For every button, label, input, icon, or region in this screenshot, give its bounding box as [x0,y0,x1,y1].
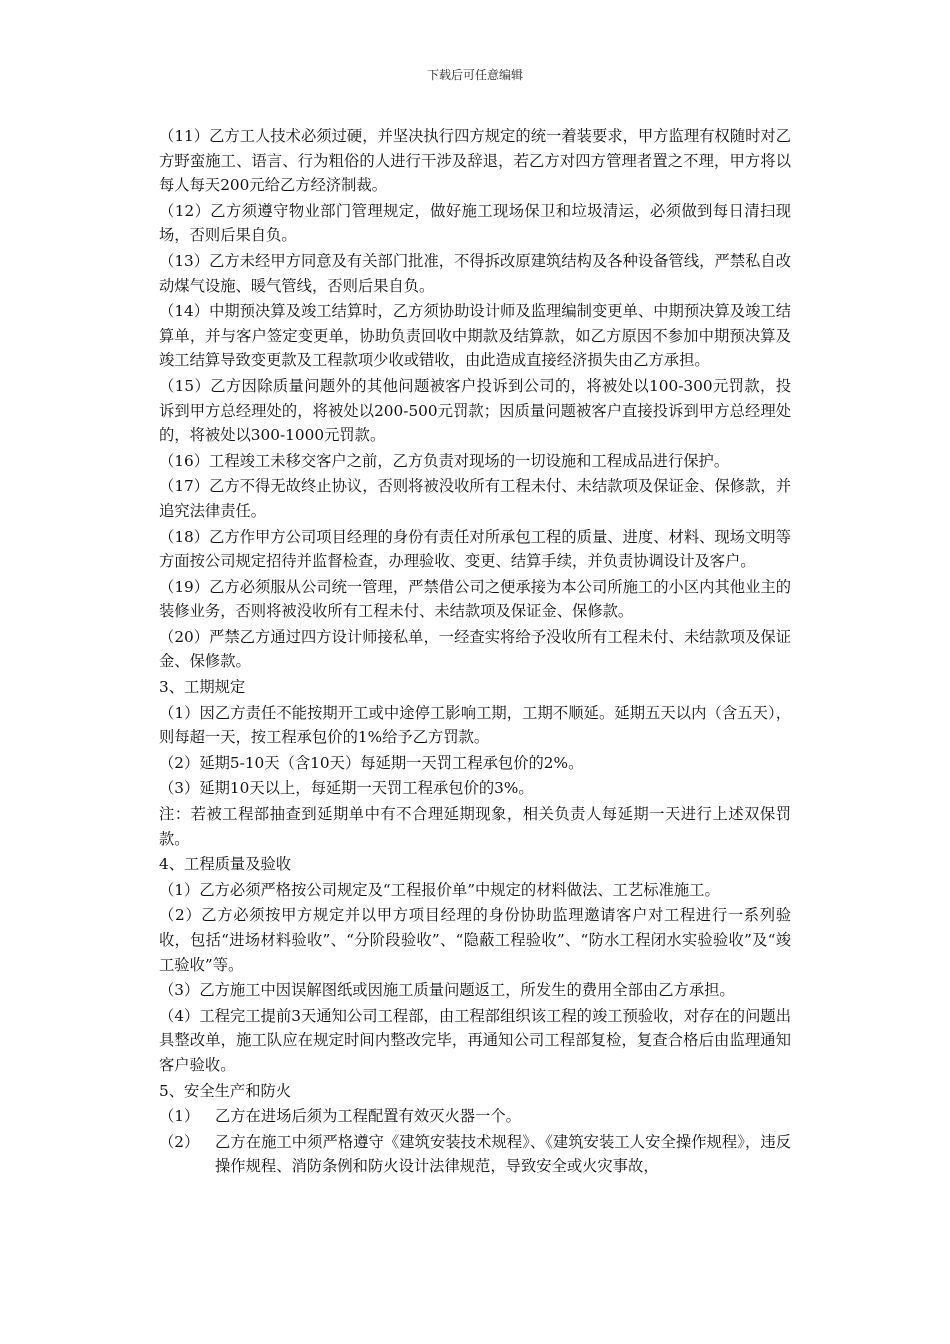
clause-16: （16）工程竣工未移交客户之前，乙方负责对现场的一切设施和工程成品进行保护。 [159,451,730,470]
safety-item-2-number: （2） [159,1132,200,1151]
clause-14: （14）中期预决算及竣工结算时，乙方须协助设计师及监理编制变更单、中期预决算及竣工结算单，并与客户签定变更单，协助负责回收中期款及结算款，如乙方原因不参加中期预决算及竣工结算导致变更款及工程款项少收或错收，由此造成直接经济损失由乙方承担。 [159,302,791,370]
clause-12: （12）乙方须遵守物业部门管理规定，做好施工现场保卫和垃圾清运，必须做到每日清扫现场，否则后果自负。 [159,201,791,245]
safety-item-1 [159,1104,791,1129]
clause-19: （19）乙方必须服从公司统一管理，严禁借公司之便承接为本公司所施工的小区内其他业主的装修业务，否则将被没收所有工程未付、未结款项及保证金、保修款。 [159,577,791,621]
section-heading-safety: 5、安全生产和防火 [159,1081,292,1100]
quality-item-4: （4）工程完工提前3天通知公司工程部，由工程部组织该工程的竣工预验收，对存在的问题出具整改单，施工队应在规定时间内整改完毕，再通知公司工程部复检，复查合格后由监理通知客户验收。 [159,1006,791,1074]
clause-15: （15）乙方因除质量问题外的其他问题被客户投诉到公司的，将被处以100-300元罚款，投诉到甲方总经理处的，将被处以200-500元罚款；因质量问题被客户直接投诉到甲方总经理处的，将被处以300-1000元罚款。 [159,376,791,445]
quality-item-1: （1）乙方必须严格按公司规定及“工程报价单”中规定的材料做法、工艺标准施工。 [159,880,720,899]
document-body [159,124,791,1180]
quality-item-3: （3）乙方施工中因误解图纸或因施工质量问题返工，所发生的费用全部由乙方承担。 [159,981,735,1000]
schedule-item-3: （3）延期10天以上，每延期一天罚工程承包价的3%。 [159,779,534,798]
safety-item-1-number: （1） [159,1107,200,1126]
clause-20: （20）严禁乙方通过四方设计师接私单，一经查实将给予没收所有工程未付、未结款项及保证金、保修款。 [159,627,791,671]
clause-13: （13）乙方未经甲方同意及有关部门批准，不得拆改原建筑结构及各种设备管线，严禁私自改动煤气设施、暖气管线，否则后果自负。 [159,251,791,295]
quality-item-2: （2）乙方必须按甲方规定并以甲方项目经理的身份协助监理邀请客户对工程进行一系列验收，包括“进场材料验收”、“分阶段验收”、“隐蔽工程验收”、“防水工程闭水实验验收”及“竣工验收”等。 [159,906,791,974]
schedule-item-1: （1）因乙方责任不能按期开工或中途停工影响工期，工期不顺延。延期五天以内（含五天），则每超一天，按工程承包价的1%给予乙方罚款。 [159,703,791,747]
page-header: 下载后可任意编辑 [426,68,523,82]
schedule-note: 注：若被工程部抽查到延期单中有不合理延期现象，相关负责人每延期一天进行上述双保罚款。 [159,805,791,848]
section-heading-schedule: 3、工期规定 [159,678,246,697]
section-heading-quality: 4、工程质量及验收 [159,855,292,874]
clause-11: （11）乙方工人技术必须过硬，并坚决执行四方规定的统一着装要求，甲方监理有权随时对乙方野蛮施工、语言、行为粗俗的人进行干涉及辞退，若乙方对四方管理者置之不理，甲方将以每人每天200元给乙方经济制裁。 [159,127,791,195]
clause-17: （17）乙方不得无故终止协议，否则将被没收所有工程未付、未结款项及保证金、保修款，并追究法律责任。 [159,477,791,520]
clause-18: （18）乙方作甲方公司项目经理的身份有责任对所承包工程的质量、进度、材料、现场文明等方面按公司规定招待并监督检查，办理验收、变更、结算手续，并负责协调设计及客户。 [159,527,791,571]
safety-item-1-text: 乙方在进场后须为工程配置有效灭火器一个。 [215,1107,521,1126]
schedule-item-2: （2）延期5-10天（含10天）每延期一天罚工程承包价的2%。 [159,753,584,772]
safety-item-2 [159,1130,791,1179]
safety-item-2-text: 乙方在施工中须严格遵守《建筑安装技术规程》、《建筑安装工人安全操作规程》，违反操作规程、消防条例和防火设计法律规范，导致安全或火灾事故， [215,1132,791,1176]
